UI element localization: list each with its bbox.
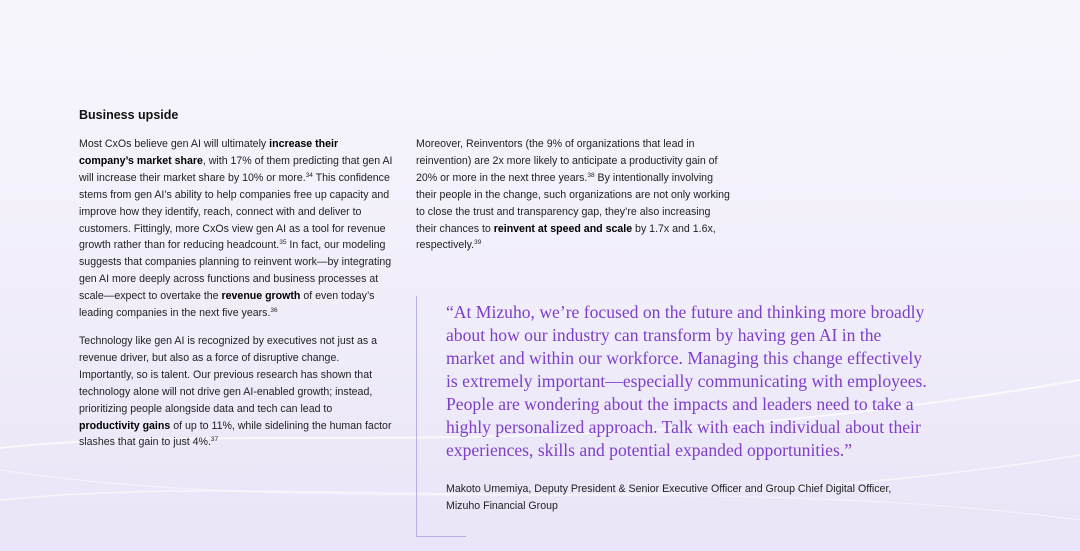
bold-text: productivity gains (79, 419, 171, 432)
quote-line: highly personalized approach. Talk with each individual about their (446, 417, 921, 437)
text-run: , with 17% of them predicting that gen AI will increase their market share by 10% or more. (79, 154, 393, 184)
footnote-ref: 38 (587, 171, 595, 179)
text-run: Most CxOs believe gen AI will ultimately (79, 138, 270, 150)
body-paragraph (416, 136, 732, 254)
quote-line: People are wondering about the impacts and leaders need to take a (446, 394, 914, 414)
footnote-ref: 34 (305, 171, 313, 179)
quote-attribution (446, 481, 966, 515)
text-run: of even today’s leading companies in the next five years. (79, 290, 375, 320)
quote-line: “At Mizuho, we’re focused on the future and thinking more broadly (446, 302, 925, 322)
quote-rule (416, 296, 417, 536)
attribution-line: Mizuho Financial Group (446, 499, 558, 512)
text-run: by 1.7x and 1.6x, respectively. (416, 222, 716, 252)
left-column (79, 136, 393, 462)
quote-rule-base (416, 536, 466, 537)
footnote-ref: 39 (474, 239, 482, 247)
attribution-line: Makoto Umemiya, Deputy President & Senior Executive Officer and Group Chief Digital Officer, (446, 483, 892, 495)
text-run: Moreover, Reinventors (the 9% of organizations that lead in reinvention) are 2x more likely to anticipate a productivity gain of 20% or more in the next three years. (416, 138, 718, 184)
section-heading: Business upside (79, 108, 179, 122)
body-paragraph (79, 333, 393, 451)
quote-line: experiences, skills and potential expanded opportunities.” (446, 440, 853, 460)
footnote-ref: 36 (270, 307, 278, 315)
quote-line: market and within our workforce. Managing this change effectively (446, 348, 923, 368)
footnote-ref: 35 (279, 239, 287, 247)
pull-quote (446, 301, 966, 462)
body-paragraph (79, 136, 393, 322)
footnote-ref: 37 (210, 436, 219, 444)
bold-text: revenue growth (221, 290, 301, 303)
bold-text: reinvent at speed and scale (493, 222, 633, 235)
quote-line: about how our industry can transform by having gen AI in the (446, 325, 882, 345)
quote-line: is extremely important—especially communicating with employees. (446, 371, 927, 391)
text-run: This confidence stems from gen AI’s ability to help companies free up capacity and improve how they identify, reach, connect with and deliver to customers. Fittingly, more CxOs view gen AI as a tool for revenue growth rather than for reducing headcount. (79, 171, 390, 252)
right-column (416, 136, 732, 265)
text-run: By intentionally involving their people in the change, such organizations are not only working to close the trust and transparency gap, they’re also increasing their chances to (416, 171, 730, 235)
text-run: In fact, our modeling suggests that companies planning to reinvent work—by integrating gen AI more deeply across functions and business processes at scale—expect to overtake the (79, 239, 392, 303)
text-run: Technology like gen AI is recognized by executives not just as a revenue driver, but also as a force of disruptive change. Importantly, so is talent. Our previous research has shown that technology alone will not drive gen AI-enabled growth; instead, prioritizing people alongside data and tech can lead to (79, 334, 377, 415)
text-run: of up to 11%, while sidelining the human factor slashes that gain to just 4%. (79, 419, 392, 449)
bold-text: increase their company’s market share (79, 138, 339, 167)
